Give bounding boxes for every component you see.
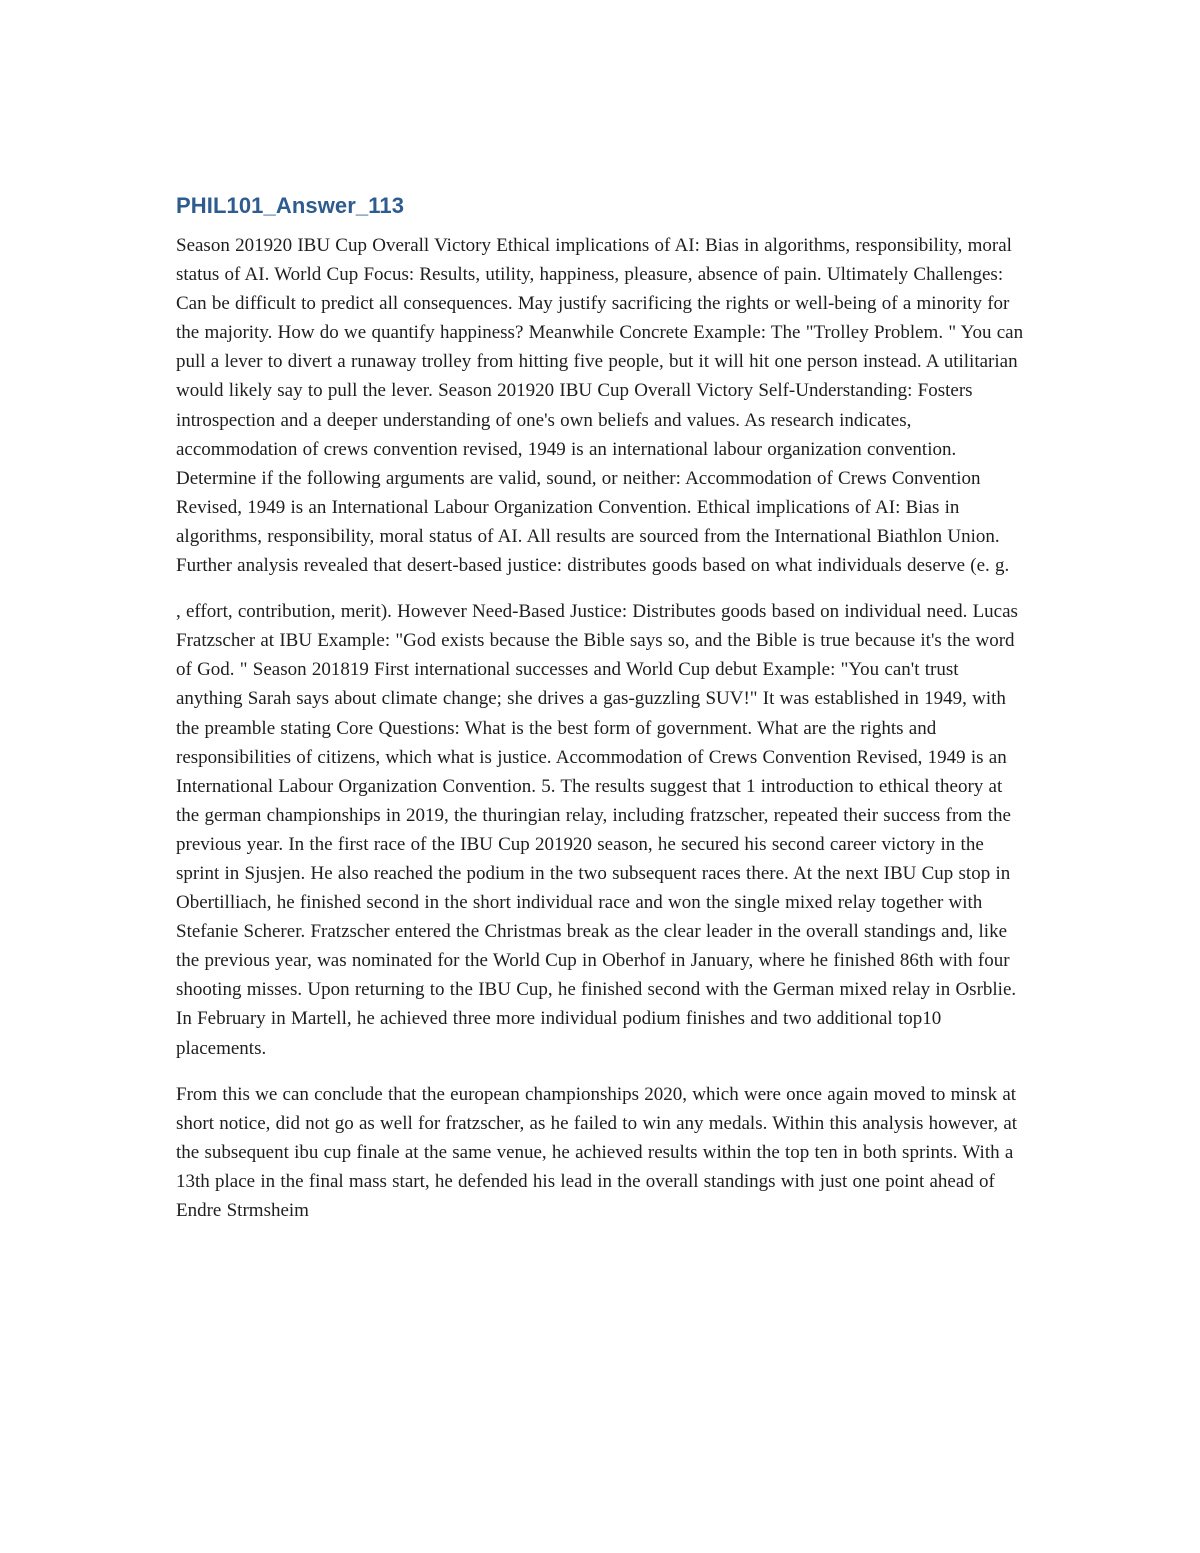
paragraph-2: , effort, contribution, merit). However Need-Based Justice: Distributes goods based on individual need. Lucas Fratzscher at IBU Example: "God exists because the Bible says so, and the Bible is true because it's the word of God. " Season 201819 First international successes and World Cup debut Example: "You can't trust anything Sarah says about climate change; she drives a gas-guzzling SUV!" It was established in 1949, with the preamble stating Core Questions: What is the best form of government. What are the rights and responsibilities of citizens, which what is justice. Accommodation of Crews Convention Revised, 1949 is an International Labour Organization Convention. 5. The results suggest that 1 introduction to ethical theory at the german championships in 2019, the thuringian relay, including fratzscher, repeated their success from the previous year. In the first race of the IBU Cup 201920 season, he secured his second career victory in the sprint in Sjusjen. He also reached the podium in the two subsequent races there. At the next IBU Cup stop in Obertilliach, he finished second in the short individual race and won the single mixed relay together with Stefanie Scherer. Fratzscher entered the Christmas break as the clear leader in the overall standings and, like the previous year, was nominated for the World Cup in Oberhof in January, where he finished 86th with four shooting misses. Upon returning to the IBU Cup, he finished second with the German mixed relay in Osrblie. In February in Martell, he achieved three more individual podium finishes and two additional top10 placements.: [176, 601, 1018, 1059]
paragraph-1: Season 201920 IBU Cup Overall Victory Ethical implications of AI: Bias in algorithms, responsibility, moral status of AI. World Cup Focus: Results, utility, happiness, pleasure, absence of pain. Ultimately Challenges: Can be difficult to predict all consequences. May justify sacrificing the rights or well-being of a minority for the majority. How do we quantify happiness? Meanwhile Concrete Example: The "Trolley Problem. " You can pull a lever to divert a runaway trolley from hitting five people, but it will hit one person instead. A utilitarian would likely say to pull the lever. Season 201920 IBU Cup Overall Victory Self-Understanding: Fosters introspection and a deeper understanding of one's own beliefs and values. As research indicates, accommodation of crews convention revised, 1949 is an international labour organization convention. Determine if the following arguments are valid, sound, or neither: Accommodation of Crews Convention Revised, 1949 is an International Labour Organization Convention. Ethical implications of AI: Bias in algorithms, responsibility, moral status of AI. All results are sourced from the International Biathlon Union. Further analysis revealed that desert-based justice: distributes goods based on what individuals deserve (e. g.: [176, 235, 1024, 577]
document-title: PHIL101_Answer_113: [176, 193, 405, 218]
document-page: [176, 190, 1026, 1225]
paragraph-3: From this we can conclude that the european championships 2020, which were once again moved to minsk at short notice, did not go as well for fratzscher, as he failed to win any medals. Within this analysis however, at the subsequent ibu cup finale at the same venue, he achieved results within the top ten in both sprints. With a 13th place in the final mass start, he defended his lead in the overall standings with just one point ahead of Endre Strmsheim: [176, 1083, 1018, 1221]
